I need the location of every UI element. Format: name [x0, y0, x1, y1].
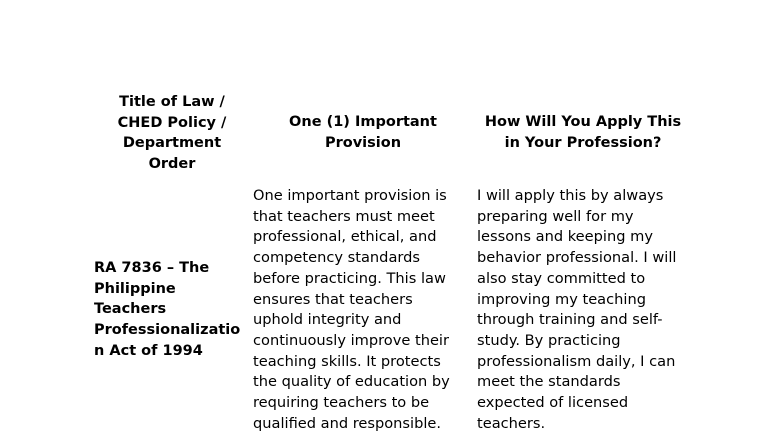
law-title-cell: RA 7836 – The Philippine Teachers Professionalizatio n Act of 1994 — [94, 260, 241, 359]
header-application: How Will You Apply This in Your Profession? — [484, 114, 682, 151]
header-important-provision: One (1) Important Provision — [289, 114, 437, 151]
application-cell: I will apply this by always preparing well for my lessons and keeping my behavior professional. I will also stay committed to improving my teaching through training and self- study. By practicing professionalism daily, I can meet the standards expected of licensed teachers. — [477, 187, 677, 432]
table-header-row — [92, 92, 692, 176]
provision-cell: One important provision is that teachers must meet professional, ethical, and competency standards before practicing. This law ensures that teachers uphold integrity and continuously improve their teaching skills. It protects the quality of education by requiring teachers to be qualified and responsible. — [253, 187, 450, 432]
header-law-title: Title of Law / CHED Policy / Department Order — [117, 94, 227, 173]
